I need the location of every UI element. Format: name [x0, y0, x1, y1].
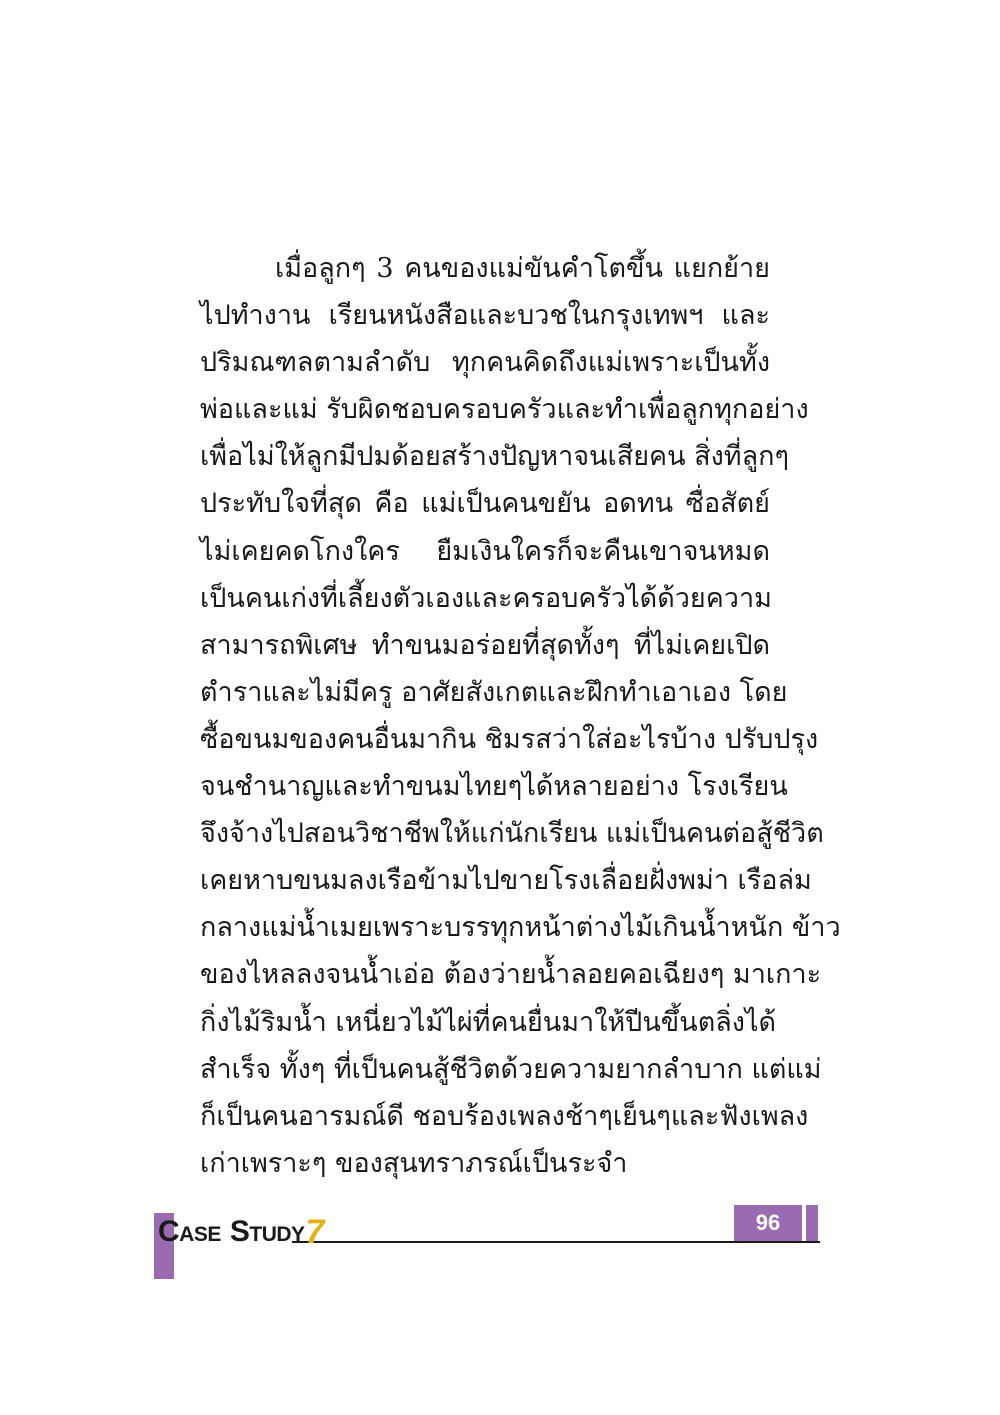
paragraph-line: ของไหลลงจนน้ำเอ่อ ต้องว่ายน้ำลอยคอเฉียงๆ มาเกาะ: [200, 959, 822, 991]
paragraph-line: ตำราและไม่มีครู อาศัยสังเกตและฝึกทำเอาเอง โดย: [200, 676, 788, 708]
logo-text: ASE: [179, 1223, 221, 1246]
paragraph-line: เมื่อลูกๆ 3 คนของแม่ขันคำโตขึ้น แยกย้าย: [275, 253, 770, 284]
logo-number: 7: [305, 1213, 324, 1251]
paragraph-line: พ่อและแม่ รับผิดชอบครอบครัวและทำเพื่อลูกทุกอย่าง: [200, 394, 809, 426]
paragraph-line: ไม่เคยคดโกงใคร ยืมเงินใครก็จะคืนเขาจนหมด: [200, 535, 770, 567]
page-number-tab: [806, 1205, 818, 1241]
logo-text: TUDY: [249, 1223, 305, 1246]
paragraph-line: เก่าเพราะๆ ของสุนทราภรณ์เป็นระจำ: [200, 1147, 628, 1179]
paragraph-line: จนชำนาญและทำขนมไทยๆได้หลายอย่าง โรงเรียน: [200, 771, 788, 803]
paragraph-line: สำเร็จ ทั้งๆ ที่เป็นคนสู้ชีวิตด้วยความยากลำบาก แต่แม่: [200, 1053, 822, 1085]
paragraph-line: กิ่งไม้ริมน้ำ เหนี่ยวไม้ไผ่ที่คนยื่นมาให้ปีนขึ้นตลิ่งได้: [200, 1006, 777, 1038]
footer-rule: [292, 1241, 820, 1243]
paragraph-line: เพื่อไม่ให้ลูกมีปมด้อยสร้างปัญหาจนเสียคน สิ่งที่ลูกๆ: [200, 441, 789, 473]
paragraph-line: เคยหาบขนมลงเรือข้ามไปขายโรงเลื่อยฝั่งพม่า เรือล่ม: [200, 865, 812, 897]
page-footer: [154, 1205, 820, 1285]
body-paragraph: [200, 245, 841, 1187]
paragraph-line: ประทับใจที่สุด คือ แม่เป็นคนขยัน อดทน ซื่อสัตย์: [200, 488, 770, 520]
paragraph-line: สามารถพิเศษ ทำขนมอร่อยที่สุดทั้งๆ ที่ไม่เคยเปิด: [200, 629, 770, 661]
series-logo: [158, 1211, 324, 1251]
logo-letter: S: [229, 1215, 250, 1248]
paragraph-line: ไปทำงาน เรียนหนังสือและบวชในกรุงเทพฯ และ: [200, 300, 770, 332]
paragraph-line: ซื้อขนมของคนอื่นมากิน ชิมรสว่าใส่อะไรบ้าง ปรับปรุง: [200, 723, 819, 755]
paragraph-line: จึงจ้างไปสอนวิชาชีพให้แก่นักเรียน แม่เป็นคนต่อสู้ชีวิต: [200, 818, 824, 850]
paragraph-line: ปริมณฑลตามลำดับ ทุกคนคิดถึงแม่เพราะเป็นทั้ง: [200, 347, 770, 379]
page-number: 96: [734, 1205, 802, 1241]
logo-letter: C: [158, 1215, 180, 1248]
paragraph-line: ก็เป็นคนอารมณ์ดี ชอบร้องเพลงช้าๆเย็นๆและฟังเพลง: [200, 1100, 809, 1132]
paragraph-line: กลางแม่น้ำเมยเพราะบรรทุกหน้าต่างไม้เกินน้ำหนัก ข้าว: [200, 912, 841, 944]
paragraph-line: เป็นคนเก่งที่เลี้ยงตัวเองและครอบครัวได้ด้วยความ: [200, 582, 772, 614]
